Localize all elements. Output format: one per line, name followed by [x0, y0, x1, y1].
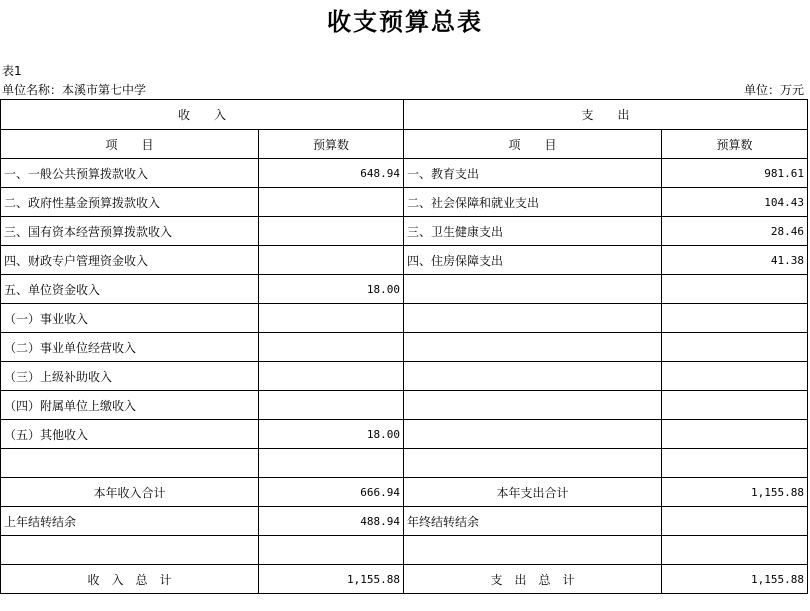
year-expense-total-value: 1,155.88: [662, 478, 808, 507]
income-item: （五）其他收入: [1, 420, 259, 449]
page-title: 收支预算总表: [327, 7, 483, 36]
expense-budget-header: 预算数: [662, 130, 808, 159]
expense-item: [404, 275, 662, 304]
expense-item: [404, 304, 662, 333]
expense-item-header: 项 目: [404, 130, 662, 159]
income-budget-value: [259, 188, 404, 217]
expense-budget-value: 41.38: [662, 246, 808, 275]
table-row: [1, 333, 808, 362]
expense-item: 二、社会保障和就业支出: [404, 188, 662, 217]
expense-budget-value: [662, 420, 808, 449]
expense-item: [404, 420, 662, 449]
expense-item: [404, 362, 662, 391]
income-item: （三）上级补助收入: [1, 362, 259, 391]
table-row: [1, 420, 808, 449]
income-budget-value: 18.00: [259, 420, 404, 449]
expense-grand-total-value: 1,155.88: [662, 565, 808, 594]
income-header: 收 入: [1, 100, 404, 130]
expense-header: 支 出: [404, 100, 808, 130]
expense-item: [404, 333, 662, 362]
unit-name: 单位名称：本溪市第七中学: [2, 83, 147, 97]
expense-item: [404, 391, 662, 420]
income-budget-value: 18.00: [259, 275, 404, 304]
table-number: 表1: [2, 64, 22, 78]
income-budget-header: 预算数: [259, 130, 404, 159]
year-income-total-label: 本年收入合计: [1, 478, 259, 507]
income-item: （二）事业单位经营收入: [1, 333, 259, 362]
income-item: （一）事业收入: [1, 304, 259, 333]
income-item-header: 项 目: [1, 130, 259, 159]
income-item: 一、一般公共预算拨款收入: [1, 159, 259, 188]
table-row: [1, 362, 808, 391]
expense-item: [404, 449, 662, 478]
income-budget-value: [259, 246, 404, 275]
expense-budget-value: [662, 304, 808, 333]
income-budget-value: [259, 217, 404, 246]
expense-budget-value: [662, 449, 808, 478]
year-total-row: [1, 478, 808, 507]
income-budget-value: [259, 449, 404, 478]
expense-item: 三、卫生健康支出: [404, 217, 662, 246]
expense-grand-total-label: 支 出 总 计: [404, 565, 662, 594]
expense-item: 四、住房保障支出: [404, 246, 662, 275]
table-row: [1, 188, 808, 217]
table-row: [1, 304, 808, 333]
expense-budget-value: [662, 391, 808, 420]
income-budget-value: [259, 304, 404, 333]
table-row: [1, 246, 808, 275]
blank-row: [1, 536, 808, 565]
expense-budget-value: [662, 362, 808, 391]
table-row: [1, 159, 808, 188]
income-item: （四）附属单位上缴收入: [1, 391, 259, 420]
column-header-row: [1, 130, 808, 159]
expense-budget-value: 104.43: [662, 188, 808, 217]
grand-total-row: [1, 565, 808, 594]
year-end-carryover-value: [662, 507, 808, 536]
table-row: [1, 275, 808, 304]
income-grand-total-label: 收 入 总 计: [1, 565, 259, 594]
expense-item: 一、教育支出: [404, 159, 662, 188]
income-item: 二、政府性基金预算拨款收入: [1, 188, 259, 217]
income-budget-value: [259, 391, 404, 420]
expense-budget-value: 981.61: [662, 159, 808, 188]
income-budget-value: [259, 362, 404, 391]
income-grand-total-value: 1,155.88: [259, 565, 404, 594]
table-row: [1, 449, 808, 478]
expense-budget-value: [662, 333, 808, 362]
expense-budget-value: [662, 275, 808, 304]
income-item: 三、国有资本经营预算拨款收入: [1, 217, 259, 246]
prior-carryover-label: 上年结转结余: [1, 507, 259, 536]
table-row: [1, 391, 808, 420]
table-row: [1, 217, 808, 246]
budget-table: [0, 99, 808, 594]
income-item: [1, 449, 259, 478]
carryover-row: [1, 507, 808, 536]
income-item: 四、财政专户管理资金收入: [1, 246, 259, 275]
expense-budget-value: 28.46: [662, 217, 808, 246]
currency-unit: 单位：万元: [743, 83, 804, 97]
income-item: 五、单位资金收入: [1, 275, 259, 304]
section-header-row: [1, 100, 808, 130]
prior-carryover-value: 488.94: [259, 507, 404, 536]
year-expense-total-label: 本年支出合计: [404, 478, 662, 507]
year-end-carryover-label: 年终结转结余: [404, 507, 662, 536]
year-income-total-value: 666.94: [259, 478, 404, 507]
income-budget-value: 648.94: [259, 159, 404, 188]
income-budget-value: [259, 333, 404, 362]
